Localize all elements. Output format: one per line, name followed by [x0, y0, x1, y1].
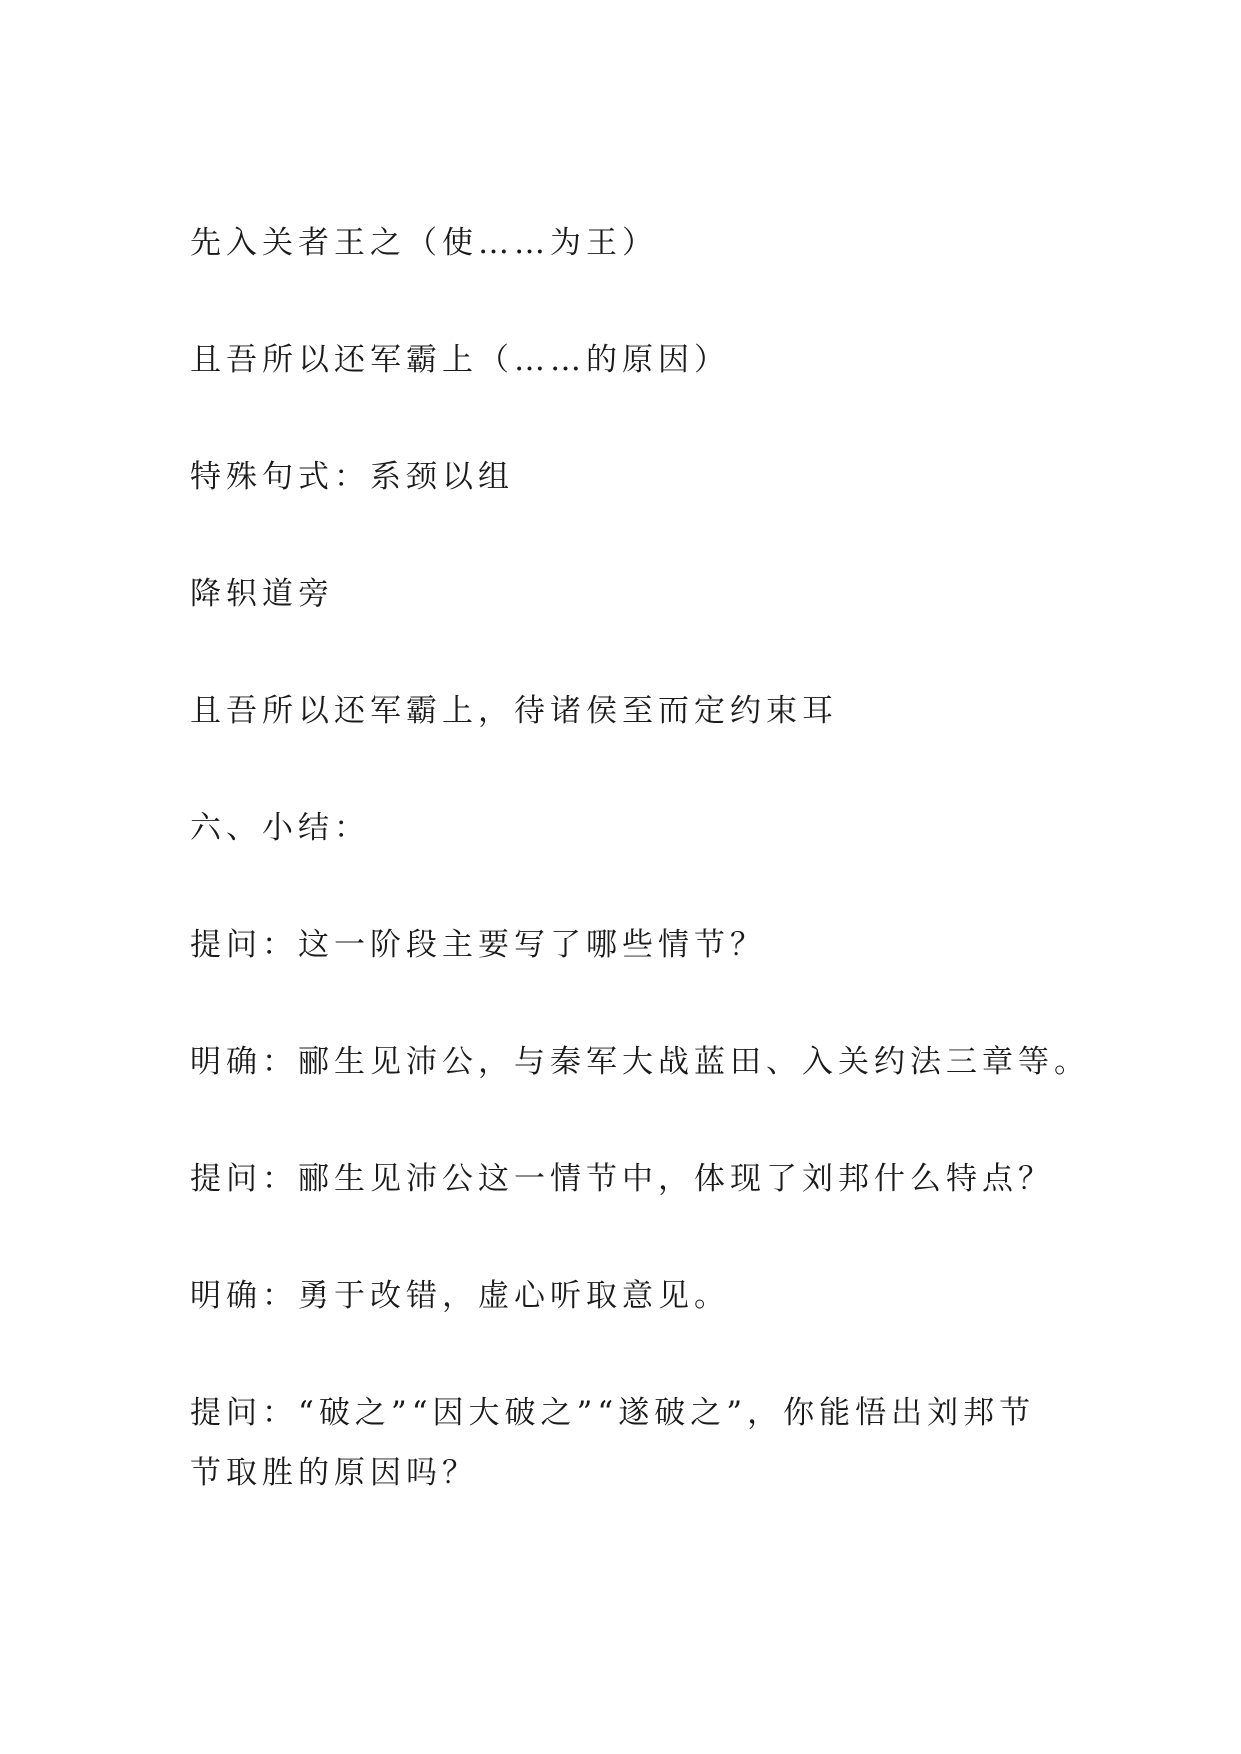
question-line: 提问：郦生见沛公这一情节中，体现了刘邦什么特点？	[190, 1161, 1054, 1197]
answer-line: 明确：郦生见沛公，与秦军大战蓝田、入关约法三章等。	[190, 1044, 1090, 1080]
question-line: 提问：这一阶段主要写了哪些情节？	[190, 927, 766, 963]
section-heading: 六、小结：	[190, 810, 370, 846]
text-line: 且吾所以还军霸上，待诸侯至而定约束耳	[190, 693, 838, 729]
question-paragraph: 提问：“破之”“因大破之”“遂破之”，你能悟出刘邦节节取胜的原因吗？	[190, 1395, 1036, 1491]
text-line: 先入关者王之（使……为王）	[190, 225, 658, 261]
text-line: 且吾所以还军霸上（……的原因）	[190, 342, 730, 378]
text-line: 降轵道旁	[190, 576, 334, 612]
text-line: 特殊句式：系颈以组	[190, 459, 514, 495]
answer-line: 明确：勇于改错，虚心听取意见。	[190, 1278, 730, 1314]
